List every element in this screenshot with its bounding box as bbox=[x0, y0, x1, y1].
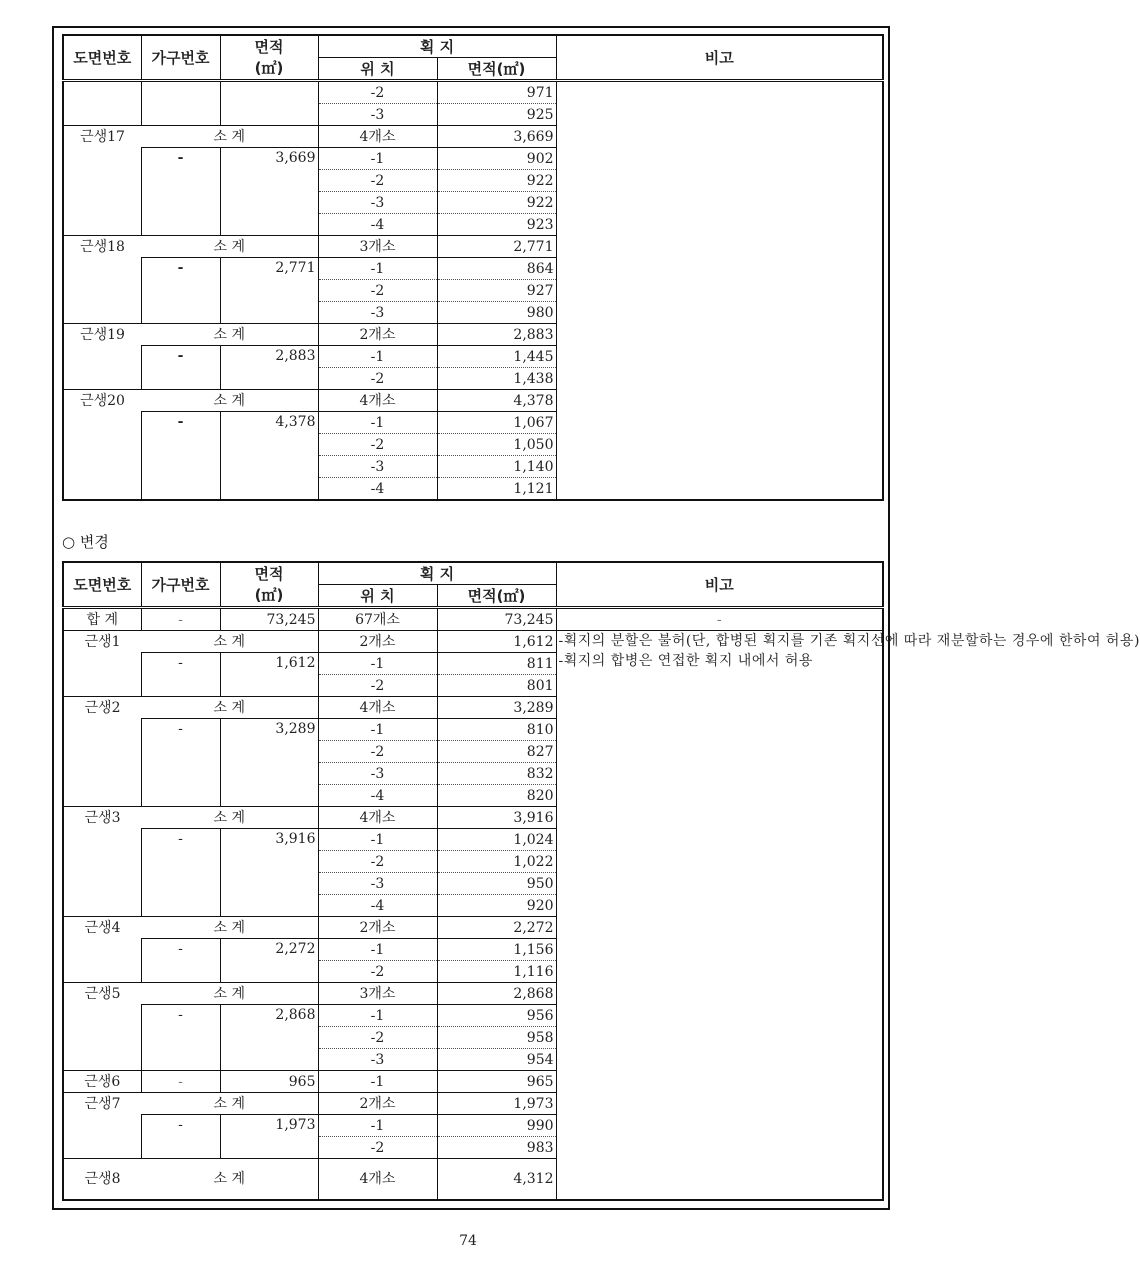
household-number: - bbox=[141, 719, 220, 807]
note-cell bbox=[556, 81, 883, 501]
lot-location: -3 bbox=[318, 104, 437, 126]
lot-area: 810 bbox=[437, 719, 556, 741]
lot-location: -4 bbox=[318, 895, 437, 917]
note-split-rule: -획지의 분할은 불허(단, 합병된 획지를 기존 획지선에 따라 재분할하는 경우에 한하여 허용) bbox=[558, 633, 1140, 649]
lot-area: 1,140 bbox=[437, 456, 556, 478]
lot-total: 2,883 bbox=[437, 324, 556, 346]
lot-area: 1,067 bbox=[437, 412, 556, 434]
block-area: 1,612 bbox=[220, 653, 318, 697]
lot-count: 4개소 bbox=[318, 807, 437, 829]
lot-count: 2개소 bbox=[318, 1093, 437, 1115]
lot-count: 3개소 bbox=[318, 983, 437, 1005]
lot-area: 922 bbox=[437, 192, 556, 214]
lot-location: -3 bbox=[318, 763, 437, 785]
lot-area: 811 bbox=[437, 653, 556, 675]
lot-location: -2 bbox=[318, 961, 437, 983]
subtotal-label: 소 계 bbox=[141, 697, 318, 719]
col-drawing-header: 도면번호 bbox=[63, 35, 141, 81]
col-area-unit: (㎡) bbox=[220, 58, 318, 81]
lot-total: 4,312 bbox=[437, 1159, 556, 1201]
drawing-number: 근생17 bbox=[63, 126, 141, 148]
household-number: - bbox=[141, 608, 220, 631]
lot-location: -2 bbox=[318, 81, 437, 104]
block-area: 3,289 bbox=[220, 719, 318, 807]
household-number: - bbox=[141, 412, 220, 501]
lot-location: -2 bbox=[318, 851, 437, 873]
lot-location: -3 bbox=[318, 873, 437, 895]
col-area-unit: (㎡) bbox=[220, 585, 318, 608]
col-drawing-header: 도면번호 bbox=[63, 562, 141, 608]
lot-area: 954 bbox=[437, 1049, 556, 1071]
lot-location: -1 bbox=[318, 939, 437, 961]
lot-location: -1 bbox=[318, 829, 437, 851]
lot-area: 958 bbox=[437, 1027, 556, 1049]
lot-location: -1 bbox=[318, 258, 437, 280]
lot-location: -1 bbox=[318, 1115, 437, 1137]
col-area-header: 면적 bbox=[220, 35, 318, 58]
lot-area: 927 bbox=[437, 280, 556, 302]
lot-location: -2 bbox=[318, 170, 437, 192]
col-note-header: 비고 bbox=[556, 35, 883, 81]
lot-location: -3 bbox=[318, 456, 437, 478]
household-number: - bbox=[141, 148, 220, 236]
note-merge-rule: -획지의 합병은 연접한 획지 내에서 허용 bbox=[558, 653, 813, 669]
lot-total: 1,973 bbox=[437, 1093, 556, 1115]
household-number: - bbox=[141, 1071, 220, 1093]
drawing-number: 근생7 bbox=[63, 1093, 141, 1115]
subtotal-label: 소 계 bbox=[141, 631, 318, 653]
household-number: - bbox=[141, 939, 220, 983]
lot-count: 3개소 bbox=[318, 236, 437, 258]
lot-count: 4개소 bbox=[318, 390, 437, 412]
lot-area: 990 bbox=[437, 1115, 556, 1137]
drawing-number: 근생20 bbox=[63, 390, 141, 412]
lot-area: 1,022 bbox=[437, 851, 556, 873]
block-area: 73,245 bbox=[220, 608, 318, 631]
drawing-number: 근생18 bbox=[63, 236, 141, 258]
lot-area: 827 bbox=[437, 741, 556, 763]
section-label: ○ 변경 bbox=[62, 533, 109, 551]
lot-location: -1 bbox=[318, 653, 437, 675]
subtotal-label: 소 계 bbox=[141, 807, 318, 829]
lot-area: 902 bbox=[437, 148, 556, 170]
col-lot-header: 획 지 bbox=[318, 562, 556, 585]
lot-location: -2 bbox=[318, 1137, 437, 1159]
lot-area: 920 bbox=[437, 895, 556, 917]
lot-location: -2 bbox=[318, 280, 437, 302]
lot-area: 820 bbox=[437, 785, 556, 807]
lot-location: -4 bbox=[318, 478, 437, 501]
block-area: 3,916 bbox=[220, 829, 318, 917]
subtotal-label: 소 계 bbox=[141, 917, 318, 939]
lot-count: 4개소 bbox=[318, 697, 437, 719]
col-area-header: 면적 bbox=[220, 562, 318, 585]
lot-count: 2개소 bbox=[318, 917, 437, 939]
lot-total: 3,289 bbox=[437, 697, 556, 719]
lot-area: 1,116 bbox=[437, 961, 556, 983]
lot-area: 1,121 bbox=[437, 478, 556, 501]
lot-location: -4 bbox=[318, 785, 437, 807]
block-area: 3,669 bbox=[220, 148, 318, 236]
lot-area: 950 bbox=[437, 873, 556, 895]
lot-location: -2 bbox=[318, 741, 437, 763]
drawing-number: 근생6 bbox=[63, 1071, 141, 1093]
col-household-header: 가구번호 bbox=[141, 562, 220, 608]
subtotal-label: 소 계 bbox=[141, 126, 318, 148]
lot-location: -1 bbox=[318, 1005, 437, 1027]
household-number: - bbox=[141, 1115, 220, 1159]
lot-total: 4,378 bbox=[437, 390, 556, 412]
lot-area: 864 bbox=[437, 258, 556, 280]
lot-location: -3 bbox=[318, 1049, 437, 1071]
col-note-header: 비고 bbox=[556, 562, 883, 608]
subtotal-label: 소 계 bbox=[141, 1159, 318, 1201]
lot-count: 4개소 bbox=[318, 1159, 437, 1201]
drawing-number: 근생8 bbox=[63, 1159, 141, 1201]
household-number: - bbox=[141, 829, 220, 917]
lot-location: -2 bbox=[318, 1027, 437, 1049]
lot-area: 832 bbox=[437, 763, 556, 785]
lot-location: -1 bbox=[318, 346, 437, 368]
lot-location: -2 bbox=[318, 434, 437, 456]
note-cell bbox=[556, 631, 1140, 1201]
block-area: 4,378 bbox=[220, 412, 318, 501]
lot-count: 2개소 bbox=[318, 324, 437, 346]
subtotal-label: 소 계 bbox=[141, 390, 318, 412]
lot-total: 2,868 bbox=[437, 983, 556, 1005]
subtotal-label: 소 계 bbox=[141, 324, 318, 346]
lot-area: 965 bbox=[437, 1071, 556, 1093]
lot-area: 922 bbox=[437, 170, 556, 192]
subtotal-label: 소 계 bbox=[141, 1093, 318, 1115]
col-lot-area-header: 면적(㎡) bbox=[437, 58, 556, 81]
lot-count: 4개소 bbox=[318, 126, 437, 148]
lot-count: 2개소 bbox=[318, 631, 437, 653]
lot-total: 3,916 bbox=[437, 807, 556, 829]
block-area: 2,272 bbox=[220, 939, 318, 983]
household-number: - bbox=[141, 258, 220, 324]
note-total: - bbox=[716, 611, 722, 628]
drawing-number: 근생19 bbox=[63, 324, 141, 346]
lot-total: 73,245 bbox=[437, 608, 556, 631]
lot-table-existing bbox=[62, 34, 884, 501]
drawing-number: 근생5 bbox=[63, 983, 141, 1005]
block-area: 2,868 bbox=[220, 1005, 318, 1071]
subtotal-label: 소 계 bbox=[141, 236, 318, 258]
block-area: 965 bbox=[220, 1071, 318, 1093]
lot-area: 1,024 bbox=[437, 829, 556, 851]
drawing-number: 근생3 bbox=[63, 807, 141, 829]
col-household-header: 가구번호 bbox=[141, 35, 220, 81]
lot-area: 980 bbox=[437, 302, 556, 324]
lot-area: 983 bbox=[437, 1137, 556, 1159]
block-area: 2,883 bbox=[220, 346, 318, 390]
lot-area: 923 bbox=[437, 214, 556, 236]
household-number: - bbox=[141, 346, 220, 390]
lot-area: 956 bbox=[437, 1005, 556, 1027]
lot-table-changed bbox=[62, 561, 1140, 1201]
subtotal-label: 소 계 bbox=[141, 983, 318, 1005]
lot-location: -2 bbox=[318, 675, 437, 697]
page-frame bbox=[52, 26, 1140, 1210]
lot-total: 1,612 bbox=[437, 631, 556, 653]
lot-area: 1,050 bbox=[437, 434, 556, 456]
household-number: - bbox=[141, 653, 220, 697]
drawing-number: 근생1 bbox=[63, 631, 141, 653]
col-lot-area-header: 면적(㎡) bbox=[437, 585, 556, 608]
lot-count: 67개소 bbox=[318, 608, 437, 631]
lot-total: 3,669 bbox=[437, 126, 556, 148]
lot-area: 1,445 bbox=[437, 346, 556, 368]
lot-location: -2 bbox=[318, 368, 437, 390]
drawing-number: 합 계 bbox=[86, 611, 118, 628]
lot-location: -4 bbox=[318, 214, 437, 236]
lot-area: 971 bbox=[437, 81, 556, 104]
lot-location: -3 bbox=[318, 302, 437, 324]
lot-area: 1,156 bbox=[437, 939, 556, 961]
lot-location: -1 bbox=[318, 412, 437, 434]
lot-location: -1 bbox=[318, 148, 437, 170]
col-lot-header: 획 지 bbox=[318, 35, 556, 58]
lot-area: 801 bbox=[437, 675, 556, 697]
household-number: - bbox=[141, 1005, 220, 1071]
lot-location: -1 bbox=[318, 1071, 437, 1093]
drawing-number: 근생4 bbox=[63, 917, 141, 939]
col-location-header: 위 치 bbox=[318, 585, 437, 608]
lot-total: 2,771 bbox=[437, 236, 556, 258]
page-number: 74 bbox=[459, 1233, 477, 1249]
drawing-number: 근생2 bbox=[63, 697, 141, 719]
lot-area: 925 bbox=[437, 104, 556, 126]
block-area: 2,771 bbox=[220, 258, 318, 324]
col-location-header: 위 치 bbox=[318, 58, 437, 81]
block-area: 1,973 bbox=[220, 1115, 318, 1159]
lot-total: 2,272 bbox=[437, 917, 556, 939]
lot-location: -1 bbox=[318, 719, 437, 741]
lot-location: -3 bbox=[318, 192, 437, 214]
lot-area: 1,438 bbox=[437, 368, 556, 390]
